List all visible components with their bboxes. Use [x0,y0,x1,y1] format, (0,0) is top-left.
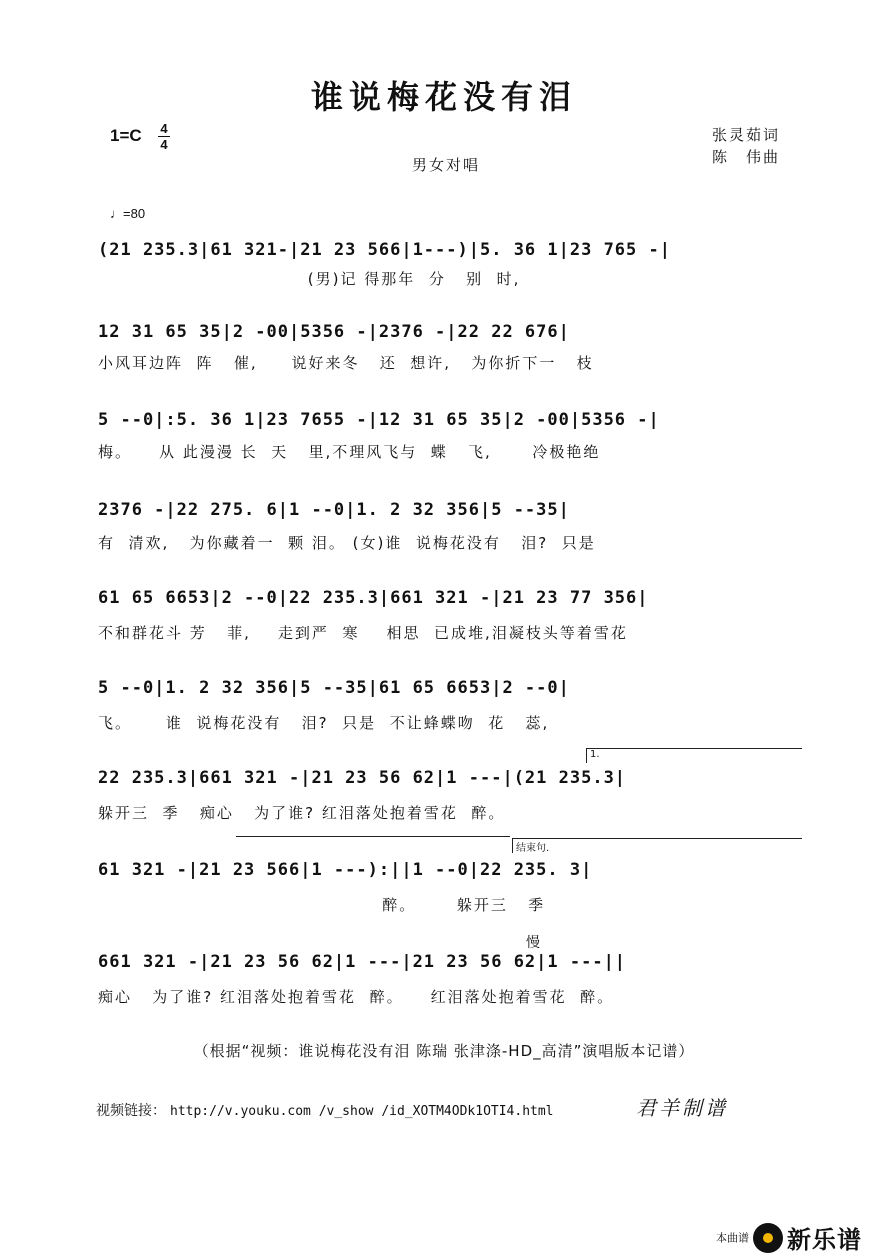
source-footnote: （根据“视频：谁说梅花没有泪 陈瑞 张津涤-HD_高清”演唱版本记谱） [193,1042,695,1060]
notes-line: (21 235.3|61 321-|21 23 566|1---)|5. 36 1|23 765 -| [98,240,671,260]
composer: 陈 伟曲 [712,148,781,166]
notes-line: 22 235.3|661 321 -|21 23 56 62|1 ---|(21 235.3| [98,768,627,788]
notes-line: 661 321 -|21 23 56 62|1 ---|21 23 56 62|1 ---|| [98,952,627,972]
tempo-mark: ♩=80 [110,206,146,221]
time-top: 4 [160,121,168,136]
lyric-line: 躲开三 季 痴心 为了谁? 红泪落处抱着雪花 醉。 [98,804,506,822]
video-link-url[interactable]: http://v.youku.com /v_show /id_XOTM4ODk1OTI4.html [170,1104,554,1119]
repeat-bracket [236,836,510,837]
lyric-line: 飞。 谁 说梅花没有 泪? 只是 不让蜂蝶吻 花 蕊, [98,714,550,732]
notes-line: 5 --0|1. 2 32 356|5 --35|61 65 6653|2 --0| [98,678,570,698]
first-ending-bracket [586,748,802,763]
lyric-line: 有 清欢, 为你藏着一 颗 泪。 (女)谁 说梅花没有 泪? 只是 [98,534,596,552]
subtitle: 男女对唱 [412,156,481,174]
video-link-label: 视频链接： [96,1103,166,1119]
time-bottom: 4 [160,137,168,152]
credits [712,124,780,168]
lyric-line: 醉。 躲开三 季 [98,896,546,914]
brand-name: 新乐谱 [787,1226,862,1254]
notes-line: 2376 -|22 275. 6|1 --0|1. 2 32 356|5 --35| [98,500,570,520]
score-title: 谁说梅花没有泪 [310,78,577,116]
brand-watermark [716,1220,862,1255]
lyricist: 张灵茹词 [712,126,781,144]
lyric-line: (男)记 得那年 分 别 时, [98,270,521,288]
notes-line: 12 31 65 35|2 -00|5356 -|2376 -|22 22 676| [98,322,570,342]
notes-line: 61 321 -|21 23 566|1 ---):||1 --0|22 235. 3| [98,860,593,880]
video-link [96,1100,554,1120]
key-signature: 1=C [110,126,142,145]
notes-line: 5 --0|:5. 36 1|23 7655 -|12 31 65 35|2 -00|5356 -| [98,410,660,430]
lyric-line: 梅。 从 此漫漫 长 天 里,不理风飞与 蝶 飞, 冷极艳绝 [98,443,601,461]
ending-label: 结束句. [516,843,550,854]
slow-mark: 慢 [526,935,540,951]
time-signature [158,122,170,151]
lyric-line: 不和群花斗 芳 菲, 走到严 寒 相思 已成堆,泪凝枝头等着雪花 [98,624,628,642]
brand-small-text: 本曲谱 [716,1231,749,1245]
record-icon [753,1223,783,1253]
first-ending-label: 1. [590,749,600,760]
lyric-line: 痴心 为了谁? 红泪落处抱着雪花 醉。 红泪落处抱着雪花 醉。 [98,988,615,1006]
notes-line: 61 65 6653|2 --0|22 235.3|661 321 -|21 23 77 356| [98,588,649,608]
lyric-line: 小风耳边阵 阵 催, 说好来冬 还 想许, 为你折下一 枝 [98,354,594,372]
transcriber-signature: 君羊制谱 [636,1096,728,1120]
ending-bracket [512,838,802,853]
